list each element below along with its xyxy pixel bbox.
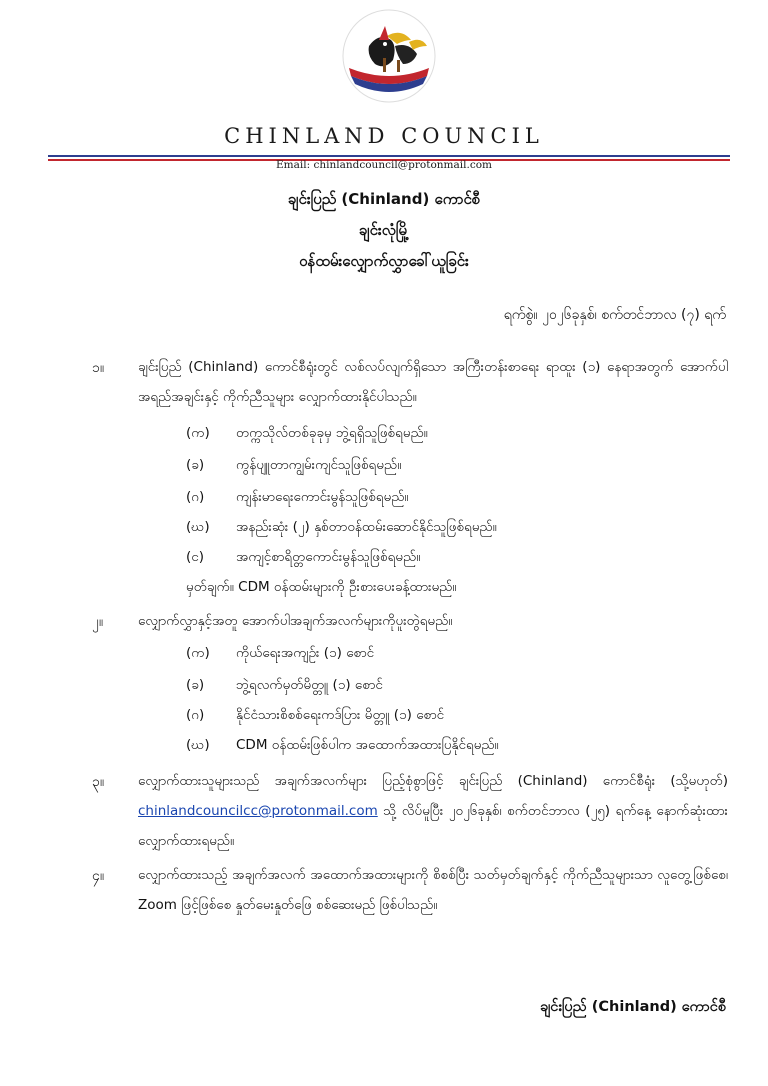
- section-1-item-b-text: ကွန်ပျူတာကျွမ်းကျင်သူဖြစ်ရမည်။: [236, 457, 402, 473]
- section-4-text: လျှောက်ထားသည့် အချက်အလက် အထောက်အထားများကို စိစစ်ပြီး သတ်မှတ်ချက်နှင့် ကိုက်ညီသူများသာ လူတွေ့ဖြစ်စေ၊ Zoom ဖြင့်ဖြစ်စေ နှုတ်မေးနှုတ်ဖြေ စစ်ဆေးမည် ဖြစ်ပါသည်။: [138, 867, 728, 913]
- section-3-number: ၃။: [92, 774, 105, 790]
- section-1-text: ချင်းပြည် (Chinland) ကောင်စီရုံးတွင် လစ်လပ်လျက်ရှိသော အကြီးတန်းစာရေး ရာထူး (၁) နေရာအတွက် အောက်ပါ အရည်အချင်းနှင့် ကိုက်ညီသူများ လျှောက်ထားနိုင်ပါသည်။: [138, 359, 728, 405]
- section-1-item-c-text: ကျန်းမာရေးကောင်းမွန်သူဖြစ်ရမည်။: [236, 489, 409, 505]
- section-1-item-a-text: တက္ကသိုလ်တစ်ခုခုမှ ဘွဲ့ရရှိသူဖြစ်ရမည်။: [236, 425, 428, 441]
- section-2-item-d-label: (ဃ): [186, 737, 210, 753]
- section-1-number: ၁။: [92, 360, 105, 376]
- title-city: ချင်းလုံမြို့: [358, 221, 410, 239]
- section-1-item-e-label: (င): [186, 549, 205, 565]
- signature-council: ချင်းပြည် (Chinland) ကောင်စီ: [539, 999, 726, 1015]
- application-email-link[interactable]: chinlandcouncilcc@protonmail.com: [138, 803, 378, 819]
- org-email: Email: chinlandcouncil@protonmail.com: [276, 159, 492, 171]
- section-2-text: လျှောက်လွှာနှင့်အတူ အောက်ပါအချက်အလက်များကိုပူးတွဲရမည်။: [138, 613, 453, 629]
- section-2-item-a-label: (က): [186, 645, 210, 661]
- document-date: ရက်စွဲ။ ၂၀၂၆ခုနှစ်၊ စက်တင်ဘာလ (၇) ရက်: [503, 307, 726, 323]
- title-subject: ဝန်ထမ်းလျှောက်လွှာခေါ်ယူခြင်း: [299, 252, 469, 270]
- section-3-text: [138, 766, 728, 856]
- section-2-item-b-text: ဘွဲ့ရလက်မှတ်မိတ္တူ (၁) စောင်: [236, 677, 383, 693]
- org-name: CHINLAND COUNCIL: [224, 124, 544, 148]
- header-divider-blue: [48, 155, 730, 157]
- section-3-text-before: လျှောက်ထားသူများသည် အချက်အလက်များ ပြည့်စုံစွာဖြင့် ချင်းပြည် (Chinland) ကောင်စီရုံး (သို့မဟုတ်): [138, 773, 728, 789]
- section-2-item-c-text: နိုင်ငံသားစိစစ်ရေးကဒ်ပြား မိတ္တူ (၁) စောင်: [236, 707, 445, 723]
- section-2-number: ၂။: [92, 614, 104, 630]
- section-2-item-a-text: ကိုယ်ရေးအကျဉ်း (၁) စောင်: [236, 645, 375, 661]
- section-2-item-d-text: CDM ဝန်ထမ်းဖြစ်ပါက အထောက်အထားပြနိုင်ရမည်။: [236, 737, 499, 753]
- section-2-item-c-label: (ဂ): [186, 707, 205, 723]
- section-2-item-b-label: (ခ): [186, 677, 205, 693]
- section-1-note: မှတ်ချက်။ CDM ဝန်ထမ်းများကို ဦးစားပေးခန့်ထားမည်။: [186, 579, 457, 595]
- section-1-item-a-label: (က): [186, 425, 210, 441]
- hornbill-emblem-icon: [339, 6, 439, 106]
- section-1-item-e-text: အကျင့်စာရိတ္တကောင်းမွန်သူဖြစ်ရမည်။: [236, 549, 421, 565]
- section-1-item-d-text: အနည်းဆုံး (၂) နှစ်တာဝန်ထမ်းဆောင်နိုင်သူဖြစ်ရမည်။: [236, 519, 497, 535]
- section-4-number: ၄။: [92, 868, 105, 884]
- section-1-item-b-label: (ခ): [186, 457, 205, 473]
- section-1-item-c-label: (ဂ): [186, 489, 205, 505]
- title-council: ချင်းပြည် (Chinland) ကောင်စီ: [287, 190, 481, 208]
- section-3-text-after: သို့ လိပ်မူပြီး ၂၀၂၆ခုနှစ်၊ စက်တင်ဘာလ (၂၅) ရက်နေ့ နောက်ဆုံးထားလျှောက်ထားရမည်။: [138, 803, 728, 849]
- section-1-item-d-label: (ဃ): [186, 519, 210, 535]
